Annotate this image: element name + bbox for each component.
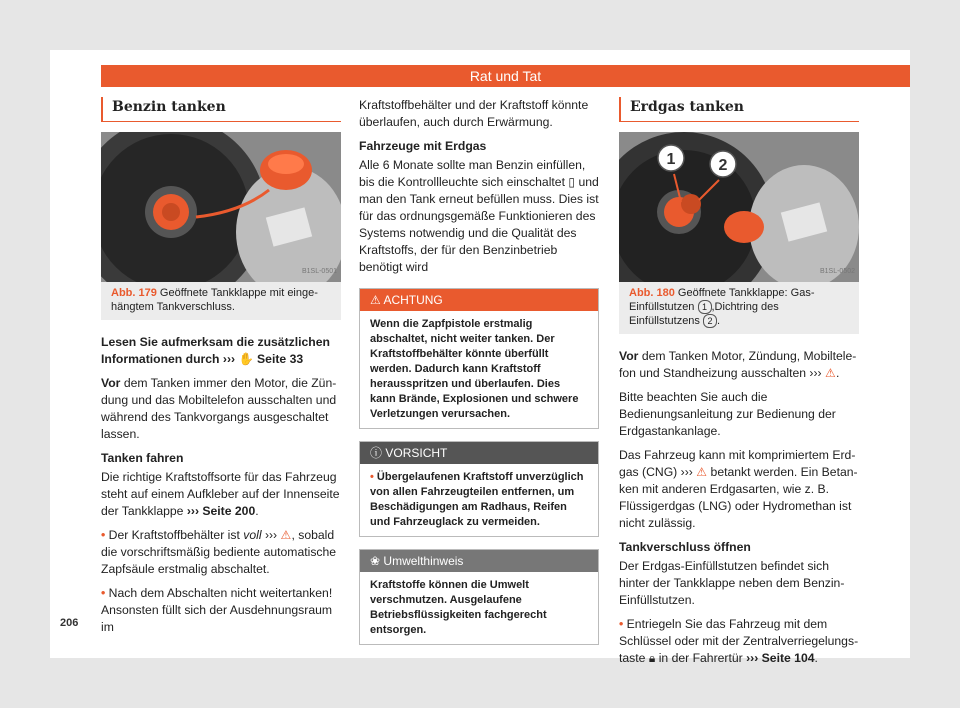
paragraph: Bitte beachten Sie auch die Bedienungsanleitung zur Bedienung der Erdgastankanlage. <box>619 390 836 438</box>
page-reference-link[interactable]: ››› Seite 104 <box>746 651 815 665</box>
callout-1: 1 <box>666 151 676 168</box>
figure-label: Abb. 180 <box>629 287 675 299</box>
bullet-item: • Der Kraftstoffbehälter ist voll ››› ⚠, sobald die vorschriftsmäßig bediente automatische Zapfsäule erstmalig abschaltet. <box>101 527 341 578</box>
environment-box-header: ❀ Umwelthinweis <box>360 550 598 572</box>
subheading-tankverschluss: Tankverschluss öffnen <box>619 540 751 554</box>
gas-nozzle-image <box>619 132 859 282</box>
warning-box-header: ⚠ ACHTUNG <box>360 289 598 311</box>
environment-box-text: Kraftstoffe können die Umwelt verschmutzen. Ausgelaufene Betriebsflüssigkeiten fachgerecht entsorgen. <box>370 579 547 636</box>
page-number: 206 <box>60 617 79 629</box>
callout-2-inline: 2 <box>703 314 717 328</box>
paragraph: Die richtige Kraftstoffsorte für das Fahrzeug steht auf einem Aufkleber auf der Innenseite der Tankklappe ››› Seite 200. <box>101 470 340 518</box>
manual-page <box>50 50 910 665</box>
paragraph: Kraftstoffbehälter und der Kraftstoff könnte überlaufen, auch durch Erwärmung. <box>359 98 589 129</box>
figure-label: Abb. 179 <box>111 287 157 299</box>
read-more: Lesen Sie aufmerksam die zusätzlichen Informationen durch ››› ✋ Seite 33 <box>101 335 330 366</box>
caution-box-header: ⓘ VORSICHT <box>360 442 598 464</box>
bullet-item: • Nach dem Abschalten nicht weitertanken! Ansonsten füllt sich der Ausdehnungsraum im <box>101 585 341 636</box>
fuel-lamp-icon: ▯ <box>568 175 576 189</box>
bullet-item: • Entriegeln Sie das Fahrzeug mit dem Schlüssel oder mit der Zentralverriegelungstaste 🔒︎ in der Fahrertür ››› Seite 104. <box>619 616 859 667</box>
caution-box <box>359 441 599 537</box>
subheading-tanken: Tanken fahren <box>101 451 184 465</box>
figure-179 <box>101 132 341 282</box>
section-header: Rat und Tat <box>101 65 910 87</box>
warning-box <box>359 288 599 429</box>
section-title-benzin: Benzin tanken <box>101 97 341 122</box>
info-circle-icon: ⓘ <box>370 446 383 460</box>
warning-triangle-icon[interactable]: ⚠ <box>696 465 708 479</box>
figure-180 <box>619 132 859 282</box>
warning-box-text: Wenn die Zapfpistole erstmalig abschaltet, nicht weiter tanken. Der Kraftstoffbehälter könnte überfüllt werden. Dadurch kann Kraftstoff herausspritzen und überlaufen. Dies kann Brände, Explosionen und schwere Verletzungen verursachen. <box>370 318 579 420</box>
lock-icon: 🔒︎ <box>648 651 656 665</box>
left-column <box>101 97 341 643</box>
figure-code: B1SL-0502 <box>819 268 855 275</box>
warning-triangle-icon[interactable]: ⚠ <box>825 366 836 380</box>
paragraph: Vor dem Tanken Motor, Zündung, Mobiltelefon und Standheizung ausschalten ››› ⚠. <box>619 349 857 380</box>
paragraph: Der Erdgas-Einfüllstutzen befindet sich hinter der Tankklappe neben dem Benzin-Einfüllstutzen. <box>619 559 845 607</box>
figure-caption: Abb. 180 Geöffnete Tankklappe: Gas-Einfüllstutzen 1 ,Dichtring des Einfüllstutzens 2 . <box>619 282 859 334</box>
figure-caption <box>101 282 341 320</box>
leaf-icon: ❀ <box>370 554 381 568</box>
section-title-erdgas: Erdgas tanken <box>619 97 859 122</box>
page-reference-link[interactable]: ››› Seite 200 <box>186 504 256 518</box>
figure-caption-text: Geöffnete Tankklappe mit eingehängtem Tankverschluss. <box>111 287 318 313</box>
paragraph: Das Fahrzeug kann mit komprimiertem Erdgas (CNG) ››› ⚠ betankt werden. Ein Betanken mit anderen Erdgasarten, wie z. B. Flüssigerdgas (LNG) oder Hydromethan ist nicht zulässig. <box>619 448 858 530</box>
fuel-flap-image <box>101 132 341 282</box>
caution-box-text: • Übergelaufenen Kraftstoff unverzüglich von allen Fahrzeugteilen entfernen, um Beschädigungen am Radhaus, Reifen und Fahrzeuglack zu vermeiden. <box>360 464 598 536</box>
book-icon: ✋ <box>238 352 254 366</box>
middle-column <box>359 97 599 655</box>
callout-2: 2 <box>718 157 728 174</box>
warning-triangle-icon[interactable]: ⚠ <box>280 528 292 542</box>
environment-box <box>359 549 599 645</box>
paragraph: Vor dem Tanken immer den Motor, die Zündung und das Mobiltelefon ausschalten und während des Tankvorgangs ausgeschaltet lassen. <box>101 376 337 441</box>
warning-triangle-icon: ⚠ <box>370 293 381 307</box>
callout-1-inline: 1 <box>698 300 712 314</box>
paragraph: Alle 6 Monate sollte man Benzin einfüllen, bis die Kontrollleuchte sich einschaltet ▯ und man den Tank erneut befüllen muss. Dies ist für das ordnungsgemäße Funktionieren des Systems notwendig und die Qualität des Kraftstoffs, der für den Benzinbetrieb benötigt wird <box>359 158 599 274</box>
right-column <box>619 97 859 674</box>
subheading-erdgas: Fahrzeuge mit Erdgas <box>359 139 487 153</box>
figure-code: B1SL-0501 <box>301 268 337 275</box>
read-more-link[interactable]: Seite 33 <box>257 352 304 366</box>
